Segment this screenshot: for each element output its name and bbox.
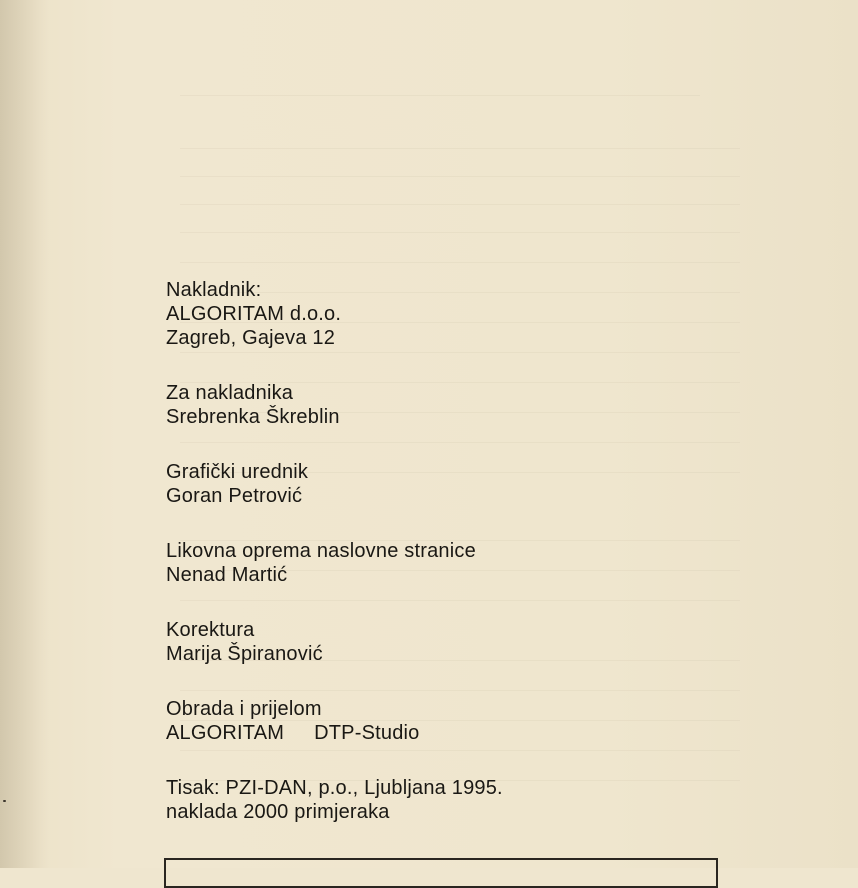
typesetting-studio (166, 721, 786, 745)
typesetting-block (166, 697, 786, 745)
for-publisher-block (166, 381, 786, 429)
cover-design-label: Likovna oprema naslovne stranice (166, 540, 476, 562)
proofreading-block (166, 618, 786, 666)
for-publisher-label: Za nakladnika (166, 382, 294, 404)
printing-block (166, 776, 786, 824)
cover-design-name: Nenad Martić (166, 564, 288, 586)
imprint-section (166, 278, 786, 855)
proofreading-label: Korektura (166, 619, 255, 641)
paper-speck (3, 800, 6, 802)
printing-line: Tisak: PZI-DAN, p.o., Ljubljana 1995. (166, 777, 503, 799)
cip-record-box (164, 858, 718, 888)
graphic-editor-block (166, 460, 786, 508)
typesetting-label: Obrada i prijelom (166, 698, 322, 720)
cover-design-block (166, 539, 786, 587)
page-gutter-shadow (0, 0, 48, 868)
proofreading-name: Marija Špiranović (166, 643, 323, 665)
publisher-block (166, 278, 786, 350)
publisher-name: ALGORITAM d.o.o. (166, 303, 342, 325)
print-run-line: naklada 2000 primjeraka (166, 801, 390, 823)
publisher-label: Nakladnik: (166, 279, 262, 301)
publisher-address: Zagreb, Gajeva 12 (166, 327, 336, 349)
for-publisher-name: Srebrenka Škreblin (166, 406, 340, 428)
typesetting-name-left: ALGORITAM (166, 722, 285, 744)
graphic-editor-name: Goran Petrović (166, 485, 303, 507)
graphic-editor-label: Grafički urednik (166, 461, 309, 483)
typesetting-name-right: DTP-Studio (314, 722, 420, 744)
